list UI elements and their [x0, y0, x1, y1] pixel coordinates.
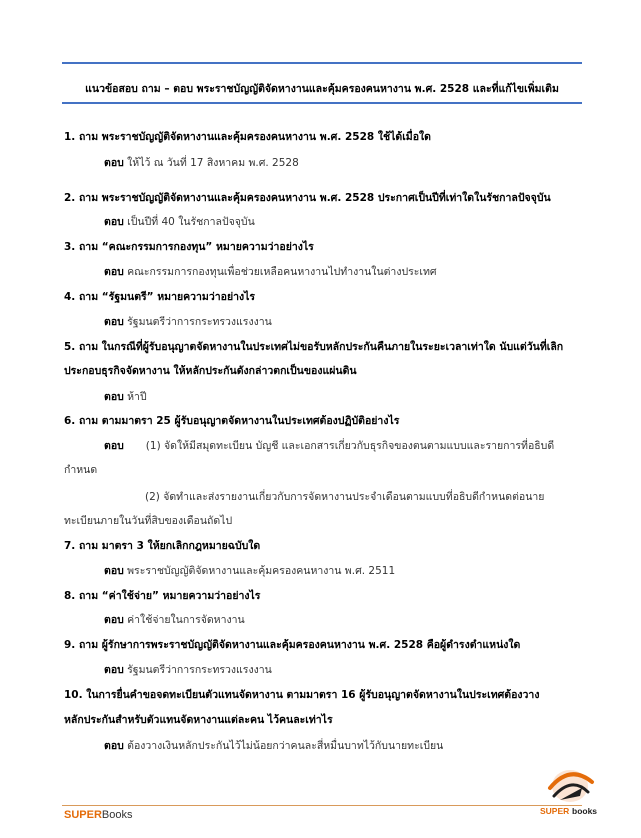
answer-label: ตอบ: [104, 157, 124, 169]
answer-6-line-1: ตอบ (1) จัดให้มีสมุดทะเบียน บัญชี และเอกสารเกี่ยวกับธุรกิจของตนตามแบบและรายการที่อธิบดี: [104, 440, 555, 452]
answer-label: ตอบ: [104, 614, 124, 626]
answer-label: ตอบ: [104, 316, 124, 328]
answer-label: ตอบ: [104, 216, 124, 228]
answer-label: ตอบ: [104, 565, 124, 577]
answer-label: ตอบ: [104, 266, 124, 278]
header-top-rule: [62, 62, 582, 64]
answer-3: ตอบ คณะกรรมการกองทุนเพื่อช่วยเหลือคนหางานไปทำงานในต่างประเทศ: [104, 266, 437, 278]
answer-2: ตอบ เป็นปีที่ 40 ในรัชกาลปัจจุบัน: [104, 216, 255, 228]
footer-rule: [62, 805, 582, 806]
logo-super-text: SUPER: [540, 806, 570, 816]
question-5-line-1: 5. ถาม ในกรณีที่ผู้รับอนุญาตจัดหางานในประเทศไม่ขอรับหลักประกันคืนภายในระยะเวลาเท่าใด นับแต่วันที่เลิก: [64, 341, 564, 353]
answer-label: ตอบ: [104, 391, 124, 403]
footer-brand: SUPERBooks: [64, 809, 133, 821]
superbooks-logo-icon: [536, 762, 602, 820]
question-9: 9. ถาม ผู้รักษาการพระราชบัญญัติจัดหางานและคุ้มครองคนหางาน พ.ศ. 2528 คือผู้ดำรงตำแหน่งใด: [64, 639, 521, 651]
answer-4: ตอบ รัฐมนตรีว่าการกระทรวงแรงงาน: [104, 316, 272, 328]
answer-1: ตอบ ให้ไว้ ณ วันที่ 17 สิงหาคม พ.ศ. 2528: [104, 157, 299, 169]
question-6: 6. ถาม ตามมาตรา 25 ผู้รับอนุญาตจัดหางานในประเทศต้องปฏิบัติอย่างไร: [64, 415, 400, 427]
question-1: 1. ถาม พระราชบัญญัติจัดหางานและคุ้มครองคนหางาน พ.ศ. 2528 ใช้ได้เมื่อใด: [64, 131, 431, 143]
logo-books-text: books: [572, 806, 598, 816]
answer-6-line-4: ทะเบียนภายในวันที่สิบของเดือนถัดไป: [64, 515, 233, 527]
answer-label: ตอบ: [104, 664, 124, 676]
question-2: 2. ถาม พระราชบัญญัติจัดหางานและคุ้มครองคนหางาน พ.ศ. 2528 ประกาศเป็นปีที่เท่าใดในรัชกาลปัจจุบัน: [64, 192, 551, 204]
question-8: 8. ถาม “ค่าใช้จ่าย” หมายความว่าอย่างไร: [64, 590, 261, 602]
question-7: 7. ถาม มาตรา 3 ให้ยกเลิกกฎหมายฉบับใด: [64, 540, 261, 552]
answer-6-line-2: กำหนด: [64, 464, 98, 476]
page-title: แนวข้อสอบ ถาม – ตอบ พระราชบัญญัติจัดหางานและคุ้มครองคนหางาน พ.ศ. 2528 และที่แก้ไขเพิ่มเติม: [85, 83, 559, 95]
answer-label: ตอบ: [104, 740, 124, 752]
header-bottom-rule: [62, 102, 582, 104]
answer-5: ตอบ ห้าปี: [104, 391, 147, 403]
question-10-line-2: หลักประกันสำหรับตัวแทนจัดหางานแต่ละคน ไว้คนละเท่าไร: [64, 714, 333, 726]
answer-6-line-3: (2) จัดทำและส่งรายงานเกี่ยวกับการจัดหางานประจำเดือนตามแบบที่อธิบดีกำหนดต่อนาย: [145, 491, 545, 503]
question-10-line-1: 10. ในการยื่นคำขอจดทะเบียนตัวแทนจัดหางาน ตามมาตรา 16 ผู้รับอนุญาตจัดหางานในประเทศต้องวาง: [64, 689, 540, 701]
answer-10: ตอบ ต้องวางเงินหลักประกันไว้ไม่น้อยกว่าคนละสี่หมื่นบาทไว้กับนายทะเบียน: [104, 740, 444, 752]
question-4: 4. ถาม “รัฐมนตรี” หมายความว่าอย่างไร: [64, 291, 256, 303]
answer-8: ตอบ ค่าใช้จ่ายในการจัดหางาน: [104, 614, 245, 626]
question-5-line-2: ประกอบธุรกิจจัดหางาน ให้หลักประกันดังกล่าวตกเป็นของแผ่นดิน: [64, 365, 357, 377]
question-3: 3. ถาม “คณะกรรมการกองทุน” หมายความว่าอย่างไร: [64, 241, 314, 253]
answer-label: ตอบ: [104, 440, 124, 452]
answer-9: ตอบ รัฐมนตรีว่าการกระทรวงแรงงาน: [104, 664, 272, 676]
answer-7: ตอบ พระราชบัญญัติจัดหางานและคุ้มครองคนหางาน พ.ศ. 2511: [104, 565, 396, 577]
